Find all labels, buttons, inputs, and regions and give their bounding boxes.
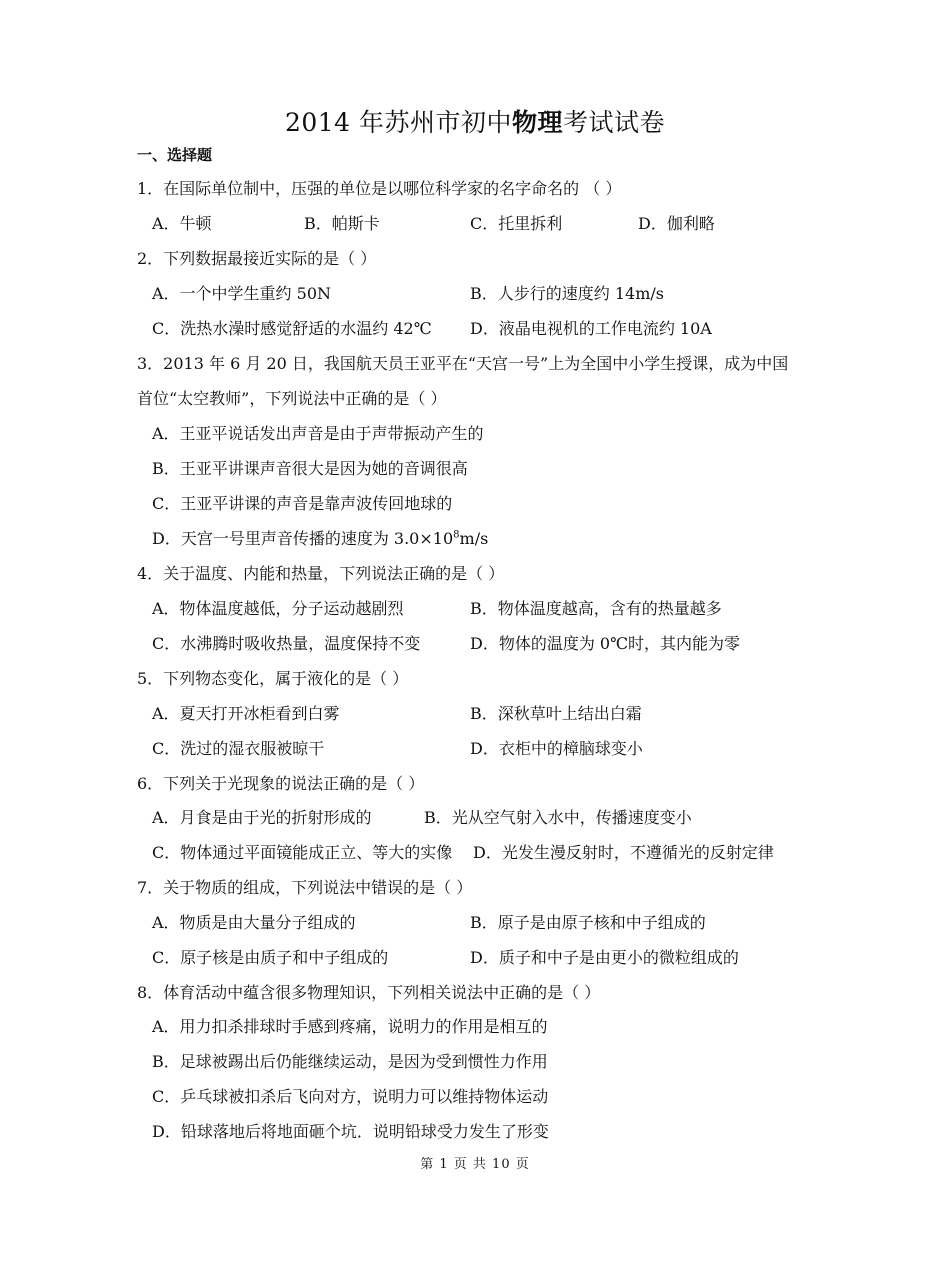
question-4-option-c: C．水沸腾时吸收热量，温度保持不变 <box>152 634 421 653</box>
question-1-option-c: C．托里拆利 <box>470 214 563 233</box>
title-text-bold: 物理 <box>512 108 564 137</box>
question-3-option-d-text: D．天宫一号里声音传播的速度为 3.0×10 <box>152 529 454 548</box>
page-title <box>0 103 950 139</box>
question-3-stem: 3．2013 年 6 月 20 日，我国航天员王亚平在“天宫一号”上为全国中小学生授课，成为中国 <box>137 354 789 373</box>
question-7-option-c: C．原子核是由质子和中子组成的 <box>152 948 389 967</box>
question-1-option-d: D．伽利略 <box>638 214 715 233</box>
question-1-stem: 1．在国际单位制中，压强的单位是以哪位科学家的名字命名的 （ ） <box>137 179 622 198</box>
question-2-option-d: D．液晶电视机的工作电流约 10A <box>470 319 712 338</box>
question-4-stem: 4．关于温度、内能和热量，下列说法正确的是（ ） <box>137 564 505 583</box>
question-8-stem: 8．体育活动中蕴含很多物理知识，下列相关说法中正确的是（ ） <box>137 983 601 1002</box>
page-footer: 第 1 页 共 10 页 <box>420 1157 530 1172</box>
question-2-option-b: B．人步行的速度约 14m/s <box>470 284 664 303</box>
title-text-part1: 2014 年苏州市初中 <box>284 108 513 137</box>
question-6-option-d: D．光发生漫反射时，不遵循光的反射定律 <box>473 843 774 862</box>
question-1-option-b: B．帕斯卡 <box>304 214 380 233</box>
question-3-option-c: C．王亚平讲课的声音是靠声波传回地球的 <box>152 494 453 513</box>
question-8-option-d: D．铅球落地后将地面砸个坑．说明铅球受力发生了形变 <box>152 1122 549 1141</box>
question-2-option-c: C．洗热水澡时感觉舒适的水温约 42℃ <box>152 319 432 338</box>
question-6-option-a: A．月食是由于光的折射形成的 <box>152 808 372 827</box>
question-5-option-b: B．深秋草叶上结出白霜 <box>470 704 642 723</box>
question-5-option-a: A．夏天打开冰柜看到白雾 <box>152 704 340 723</box>
question-4-option-b: B．物体温度越高，含有的热量越多 <box>470 599 722 618</box>
question-5-option-c: C．洗过的湿衣服被晾干 <box>152 739 325 758</box>
question-3-stem-continued: 首位“太空教师”，下列说法中正确的是（ ） <box>137 389 447 408</box>
question-4-option-d: D．物体的温度为 0℃时，其内能为零 <box>470 634 740 653</box>
question-2-option-a: A．一个中学生重约 50N <box>152 284 332 303</box>
question-8-option-b: B．足球被踢出后仍能继续运动，是因为受到惯性力作用 <box>152 1052 548 1071</box>
question-3-option-d-unit: m/s <box>459 529 489 548</box>
question-5-stem: 5．下列物态变化，属于液化的是（ ） <box>137 669 409 688</box>
question-2-stem: 2．下列数据最接近实际的是（ ） <box>137 249 377 268</box>
question-7-option-d: D．质子和中子是由更小的微粒组成的 <box>470 948 739 967</box>
title-text-part2: 考试试卷 <box>563 108 666 137</box>
question-1-option-a: A．牛顿 <box>152 214 212 233</box>
question-7-stem: 7．关于物质的组成，下列说法中错误的是（ ） <box>137 878 473 897</box>
question-3-option-a: A．王亚平说话发出声音是由于声带振动产生的 <box>152 424 484 443</box>
question-3-option-d-exponent: 8 <box>453 529 460 541</box>
question-7-option-b: B．原子是由原子核和中子组成的 <box>470 913 706 932</box>
question-8-option-a: A．用力扣杀排球时手感到疼痛，说明力的作用是相互的 <box>152 1017 548 1036</box>
question-6-option-c: C．物体通过平面镜能成正立、等大的实像 <box>152 843 453 862</box>
question-3-option-b: B．王亚平讲课声音很大是因为她的音调很高 <box>152 459 468 478</box>
question-4-option-a: A．物体温度越低，分子运动越剧烈 <box>152 599 404 618</box>
section-heading: 一、选择题 <box>137 146 213 164</box>
question-6-option-b: B．光从空气射入水中，传播速度变小 <box>424 808 692 827</box>
question-6-stem: 6．下列关于光现象的说法正确的是（ ） <box>137 774 425 793</box>
question-3-option-d <box>152 529 488 549</box>
question-8-option-c: C．乒乓球被扣杀后飞向对方，说明力可以维持物体运动 <box>152 1087 549 1106</box>
question-5-option-d: D．衣柜中的樟脑球变小 <box>470 739 643 758</box>
question-7-option-a: A．物质是由大量分子组成的 <box>152 913 356 932</box>
